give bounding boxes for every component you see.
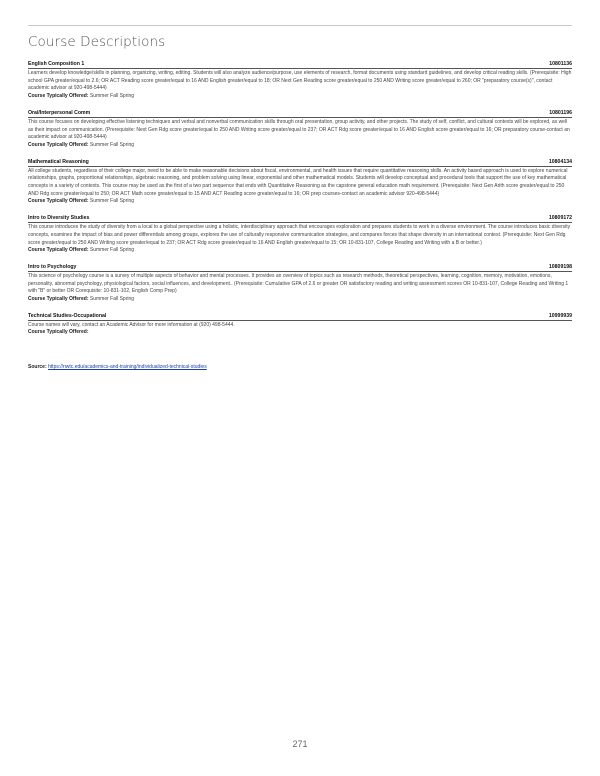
- source-line: [28, 364, 207, 370]
- course-code: 10809198: [548, 263, 572, 270]
- course-offered: [28, 198, 572, 206]
- course-name: Technical Studies-Occupational: [28, 312, 107, 319]
- course-list: [28, 61, 572, 346]
- course-description: All college students, regardless of their college major, need to be able to make reasonable decisions about fiscal, environmental, and health issues that require quantitative reasoning skills. An activity based approach is used to explore numerical relationships, graphs, proportional relationships, algebraic reasoning, and problem solving using linear, exponential and other mathematical models. Students will develop conceptual and procedural tools that support the use of key mathematical concepts in a variety of contexts. This course may be used as the first of a two part sequence that ends with Quantitative Reasoning as the capstone general education math requirement. (Prerequisite: Next Gen Arith score greater/equal to 250 AND Rdg score greater/equal to 250; OR ACT Math score greater/equal to 15 AND ACT Reading score greater/equal to 16; OR prep courses-contact an academic advisor 920-498-5444): [28, 167, 568, 197]
- course-description: Course names will vary, contact an Academic Advisor for more information at (920) 498-5444.: [28, 321, 235, 328]
- course-offered: [28, 93, 572, 101]
- course-code: 10804134: [548, 158, 572, 165]
- course-header: [28, 110, 572, 118]
- page-number: 271: [292, 739, 308, 749]
- course-description: This science of psychology course is a survey of multiple aspects of behavior and mental processes. It provides an overview of topics such as research methods, theoretical perspectives, learning, cognition, memory, motivation, emotions, personality, abnormal psychology, physiological factors, social influences, and development.. (Prerequisite: Cumulative GPA of 2.6 or greater OR satisfactory reading and writing assessment scores OR 10-831-107, College Reading and Writing 1 with "B" or better OR Corequisite: 10-831-102, English Comp Prep): [28, 272, 569, 295]
- offered-label: Course Typically Offered:: [28, 198, 89, 205]
- course-offered: [28, 142, 572, 150]
- course-code: 10999939: [548, 312, 572, 319]
- course-entry: [28, 61, 572, 101]
- offered-label: Course Typically Offered:: [28, 93, 89, 100]
- course-header: [28, 159, 572, 167]
- course-code: 10801136: [549, 61, 572, 67]
- top-divider: [28, 25, 572, 26]
- course-entry: [28, 159, 572, 207]
- offered-terms: Summer Fall Spring: [89, 198, 135, 205]
- course-description: This course focuses on developing effective listening techniques and verbal and nonverbal communication skills through oral presentation, group activity, and other projects. The study of self, conflict, and cultural contexts will be explored, as well as their impact on communication. (Prerequisite: Next Gen Rdg score greater/equal to 250 AND Writing score greater/equal to 237; OR ACT Rdg score greater/equal to 16 AND English score greater/equal to 16; OR preparatory course-contact an academic advisor at 920-498-5444): [28, 118, 570, 141]
- course-offered: [28, 296, 572, 304]
- course-offered: [28, 247, 572, 255]
- course-description: This course introduces the study of diversity from a local to a global perspective using a holistic, interdisciplinary approach that encourages exploration and prepares students to work in a diverse environment. The course introduces basic diversity concepts, examines the impact of bias and power differentials among groups, explores the use of culturally responsive communication strategies, and compares forces that shape diversity in an international context. (Prerequisite: Next Gen Rdg score greater/equal to 250 AND Writing score greater/equal to 237; OR ACT Rdg score greater/equal to 16 AND English greater/equal to 15; OR 10-831-107, College Reading and Writing with a B or better.): [28, 224, 571, 246]
- course-entry: [28, 215, 572, 255]
- offered-terms: Summer Fall Spring: [89, 247, 135, 254]
- course-description: Learners develop knowledge/skills in planning, organizing, writing, editing. Students will also analyze audience/purpose, use elements of research, format documents using standard guidelines, and develop critical reading skills. (Prerequisite: High school GPA greater/equal to 2.6; OR ACT Reading score greater/equal to 16 AND English greater/equal to 18; OR Next Gen Reading score greater/equal to 250 AND Writing score greater/equal to 260; OR "preparatory course(s)", contact academic advisor at 920-498-5444): [28, 70, 572, 92]
- course-entry: [28, 264, 572, 304]
- course-header: [28, 313, 572, 321]
- course-name: Intro to Diversity Studies: [28, 215, 90, 222]
- course-entry: [28, 313, 572, 337]
- offered-label: Course Typically Offered:: [28, 247, 89, 254]
- course-name: English Composition 1: [28, 61, 85, 67]
- course-name: Oral/Interpersonal Comm: [28, 109, 91, 116]
- course-name: Intro to Psychology: [28, 263, 77, 270]
- course-header: [28, 215, 572, 223]
- offered-terms: Summer Fall Spring: [89, 93, 135, 100]
- offered-terms: Summer Fall Spring: [89, 141, 135, 148]
- course-entry: [28, 110, 572, 150]
- source-link[interactable]: https://nwtc.edu/academics-and-training/individualized-technical-studies: [48, 364, 207, 370]
- course-offered: [28, 329, 572, 337]
- offered-label: Course Typically Offered:: [28, 296, 89, 303]
- source-label: Source:: [28, 364, 47, 370]
- offered-label: Course Typically Offered:: [28, 141, 89, 148]
- course-code: 10801196: [549, 109, 572, 116]
- course-name: Mathematical Reasoning: [28, 158, 89, 165]
- course-header: [28, 61, 572, 69]
- offered-label: Course Typically Offered:: [28, 329, 89, 336]
- course-code: 10809172: [548, 215, 572, 222]
- course-header: [28, 264, 572, 272]
- offered-terms: Summer Fall Spring: [89, 296, 135, 303]
- page-title: Course Descriptions: [28, 34, 166, 50]
